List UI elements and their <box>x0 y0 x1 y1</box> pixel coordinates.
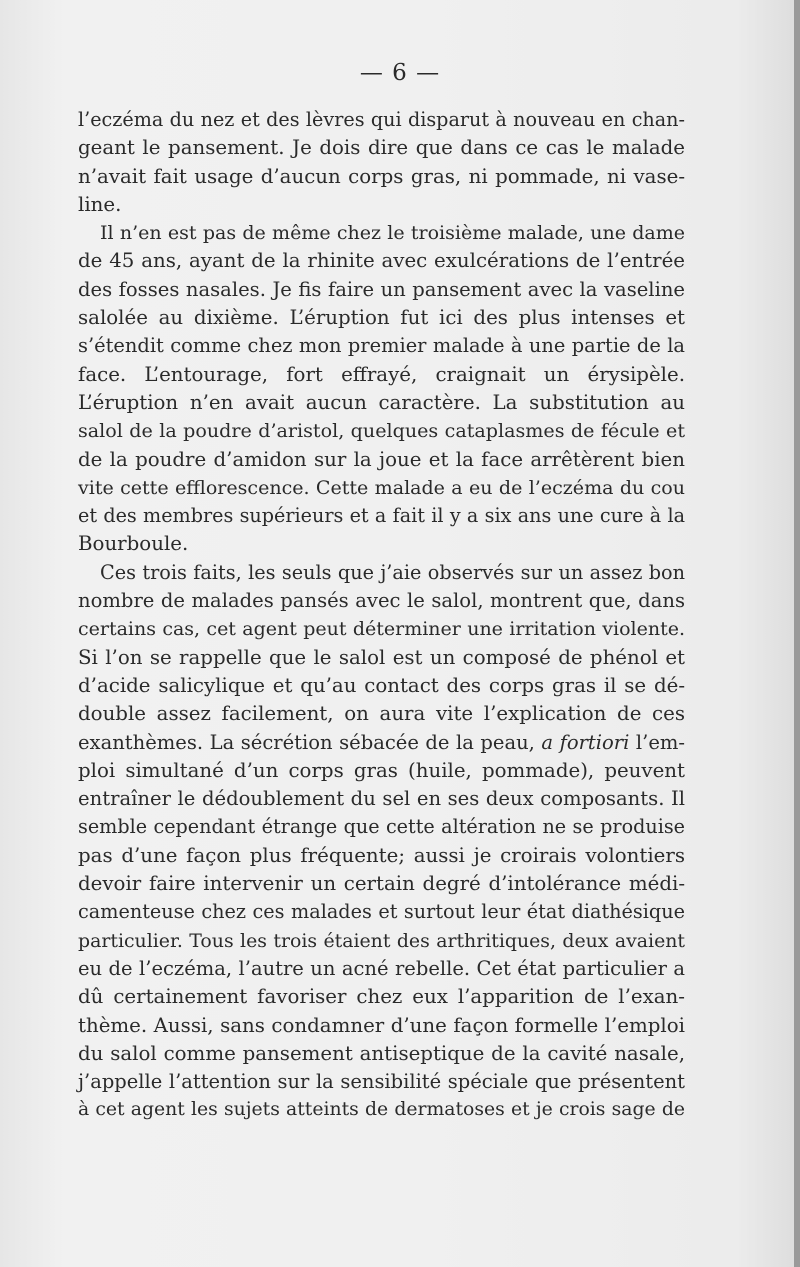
text-line: double assez facilement, on aura vite l’explication de ces <box>78 702 685 726</box>
text-line: vite cette efflorescence. Cette malade a eu de l’eczéma du cou <box>78 476 685 499</box>
text-line: salolée au dixième. L’éruption fut ici des plus intenses et <box>78 306 685 330</box>
text-line: semble cependant étrange que cette altération ne se produise <box>78 815 685 839</box>
text-line: n’avait fait usage d’aucun corps gras, ni pommade, ni vase- <box>78 164 685 188</box>
text-line: des fosses nasales. Je fis faire un pansement avec la vaseline <box>78 277 685 301</box>
text-line: salol de la poudre d’aristol, quelques cataplasmes de fécule et <box>78 419 685 443</box>
text-line: eu de l’eczéma, l’autre un acné rebelle. Cet état particulier a <box>78 956 685 980</box>
text-line: geant le pansement. Je dois dire que dans ce cas le malade <box>78 136 685 160</box>
text-line: particulier. Tous les trois étaient des arthritiques, deux avaient <box>78 929 685 952</box>
body-text <box>78 106 685 1125</box>
text-line: L’éruption n’en avait aucun caractère. La substitution au <box>78 390 685 414</box>
text-line: à cet agent les sujets atteints de dermatoses et je crois sage de <box>78 1099 685 1121</box>
text-line: face. L’entourage, fort effrayé, craignait un érysipèle. <box>78 362 685 386</box>
text-line: thème. Aussi, sans condamner d’une façon formelle l’emploi <box>78 1013 685 1037</box>
text-line: s’étendit comme chez mon premier malade à une partie de la <box>78 334 685 358</box>
text-line: dû certainement favoriser chez eux l’apparition de l’exan- <box>78 985 685 1009</box>
text-line: devoir faire intervenir un certain degré d’intolérance médi- <box>78 872 685 896</box>
text-line: pas d’une façon plus fréquente; aussi je croirais volontiers <box>78 843 685 867</box>
text-line: j’appelle l’attention sur la sensibilité spéciale que présentent <box>78 1070 685 1094</box>
text-line: Ces trois faits, les seuls que j’aie observés sur un assez bon <box>100 560 685 584</box>
text-line: entraîner le dédoublement du sel en ses deux composants. Il <box>78 787 685 811</box>
text-line: de 45 ans, ayant de la rhinite avec exulcérations de l’entrée <box>78 249 685 273</box>
text-line: camenteuse chez ces malades et surtout leur état diathésique <box>78 900 685 924</box>
page-edge-shadow <box>794 0 800 1267</box>
text-line: Il n’en est pas de même chez le troisième malade, une dame <box>100 222 685 245</box>
text-line: Bourboule. <box>78 532 189 556</box>
text-line: l’eczéma du nez et des lèvres qui disparut à nouveau en chan- <box>78 108 685 131</box>
italic-phrase: a fortiori <box>541 730 630 754</box>
text-line: certains cas, cet agent peut déterminer une irritation violente. <box>78 618 685 641</box>
text-line: et des membres supérieurs et a fait il y a six ans une cure à la <box>78 504 685 528</box>
text-line: line. <box>78 192 122 216</box>
text-line: ploi simultané d’un corps gras (huile, pommade), peuvent <box>78 758 685 782</box>
text-line: de la poudre d’amidon sur la joue et la face arrêtèrent bien <box>78 447 685 471</box>
text-line: exanthèmes. La sécrétion sébacée de la peau, a fortiori l’em- <box>78 730 686 754</box>
text-line: nombre de malades pansés avec le salol, montrent que, dans <box>78 589 685 613</box>
text-line: du salol comme pansement antiseptique de la cavité nasale, <box>78 1041 685 1065</box>
page-number: — 6 — <box>359 60 441 86</box>
text-line: Si l’on se rappelle que le salol est un composé de phénol et <box>78 645 685 669</box>
text-line: d’acide salicylique et qu’au contact des corps gras il se dé- <box>78 673 685 697</box>
